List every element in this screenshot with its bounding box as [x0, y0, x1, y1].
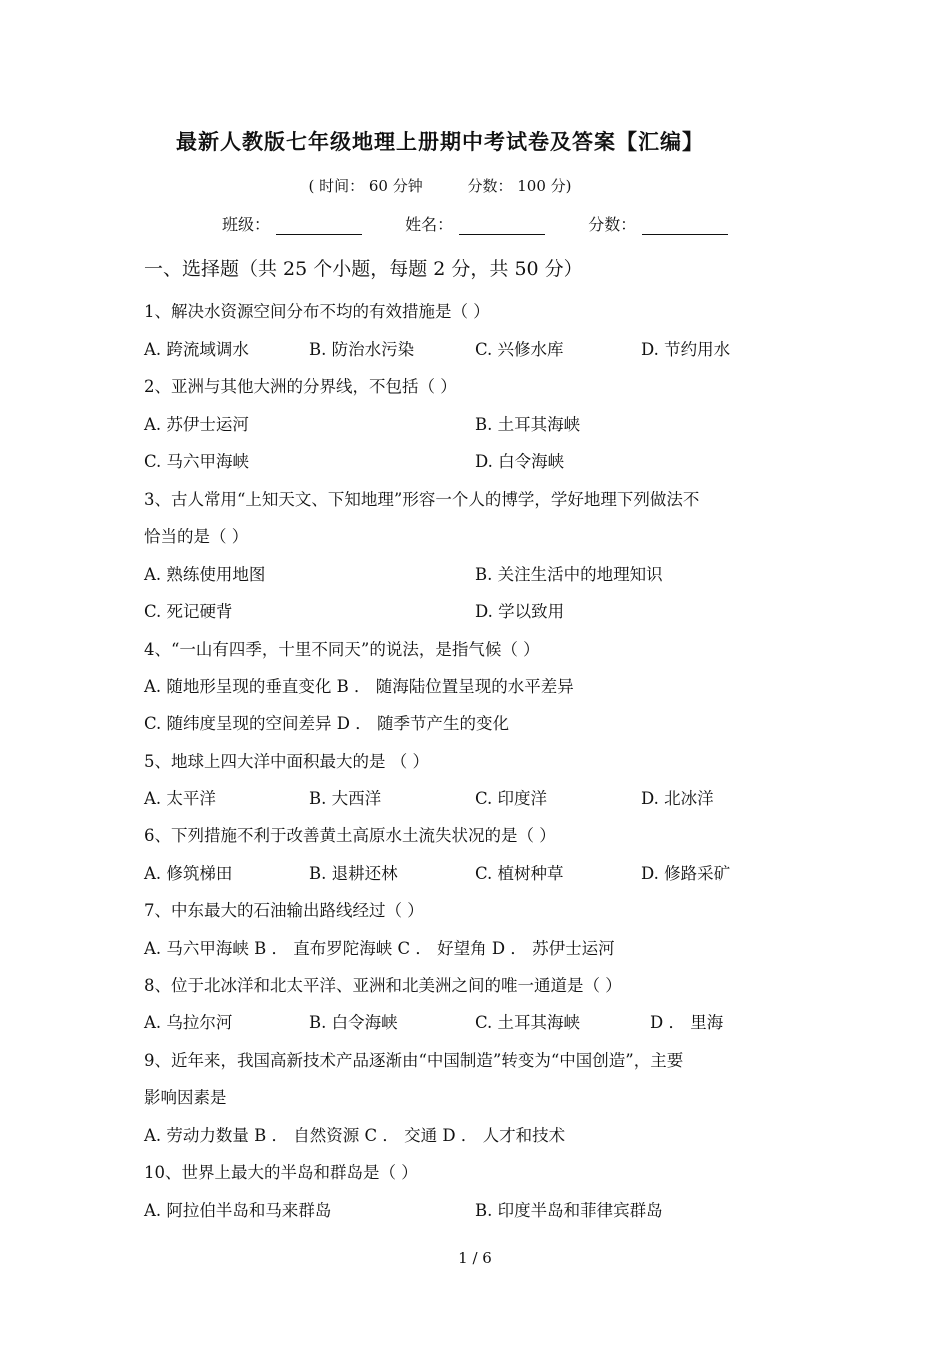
question-stem: 7、中东最大的石油输出路线经过（ ）	[144, 901, 424, 920]
class-label: 班级：	[222, 215, 271, 234]
exam-meta	[0, 175, 880, 196]
option-a: A. 熟练使用地图	[144, 565, 266, 584]
option-row: C. 随纬度呈现的空间差异 D ． 随季节产生的变化	[144, 714, 509, 733]
option-b: B. 白令海峡	[309, 1013, 398, 1032]
score-label: 分数：	[588, 215, 637, 234]
question-stem: 10、世界上最大的半岛和群岛是（ ）	[144, 1163, 418, 1182]
question-stem: 3、古人常用“上知天文、下知地理”形容一个人的博学，学好地理下列做法不	[144, 490, 700, 509]
option-a: A. 阿拉伯半岛和马来群岛	[144, 1201, 332, 1220]
option-c: C. 死记硬背	[144, 602, 233, 621]
option-row: A. 马六甲海峡 B ． 直布罗陀海峡 C ． 好望角 D ． 苏伊士运河	[144, 939, 615, 958]
document-title: 最新人教版七年级地理上册期中考试卷及答案【汇编】	[176, 129, 704, 154]
option-c: C. 马六甲海峡	[144, 452, 250, 471]
option-row: A. 劳动力数量 B ． 自然资源 C ． 交通 D ． 人才和技术	[144, 1126, 566, 1145]
option-a: A. 跨流域调水	[144, 340, 249, 359]
exam-time: ( 时间： 60 分钟	[308, 177, 423, 195]
option-d: D. 修路采矿	[641, 864, 731, 883]
option-b: B. 印度半岛和菲律宾群岛	[475, 1201, 663, 1220]
class-field[interactable]	[222, 212, 362, 235]
option-d: D. 学以致用	[475, 602, 565, 621]
option-a: A. 苏伊士运河	[144, 415, 249, 434]
option-c: C. 植树种草	[475, 864, 564, 883]
option-d: D. 节约用水	[641, 340, 731, 359]
option-d: D. 北冰洋	[641, 789, 714, 808]
page-number: 1 / 6	[458, 1249, 492, 1267]
question-stem-continued: 恰当的是（ ）	[144, 527, 249, 546]
option-b: B. 防治水污染	[309, 340, 415, 359]
question-stem: 6、下列措施不利于改善黄土高原水土流失状况的是（ ）	[144, 826, 556, 845]
option-a: A. 修筑梯田	[144, 864, 233, 883]
section-heading: 一、选择题（共 25 个小题，每题 2 分，共 50 分）	[144, 258, 583, 280]
option-row: A. 随地形呈现的垂直变化 B ． 随海陆位置呈现的水平差异	[144, 677, 574, 696]
question-stem-continued: 影响因素是	[144, 1088, 227, 1107]
student-info-fields	[222, 212, 766, 235]
question-stem: 9、近年来，我国高新技术产品逐渐由“中国制造”转变为“中国创造”，主要	[144, 1051, 684, 1070]
option-d: D ． 里海	[650, 1013, 724, 1032]
option-a: A. 乌拉尔河	[144, 1013, 233, 1032]
option-c: C. 兴修水库	[475, 340, 564, 359]
option-c: C. 土耳其海峡	[475, 1013, 581, 1032]
score-field[interactable]	[588, 212, 728, 235]
question-stem: 5、地球上四大洋中面积最大的是 （ ）	[144, 752, 429, 771]
option-b: B. 土耳其海峡	[475, 415, 581, 434]
name-field[interactable]	[405, 212, 545, 235]
class-blank[interactable]	[276, 220, 362, 235]
option-d: D. 白令海峡	[475, 452, 565, 471]
question-stem: 8、位于北冰洋和北太平洋、亚洲和北美洲之间的唯一通道是（ ）	[144, 976, 622, 995]
option-b: B. 关注生活中的地理知识	[475, 565, 663, 584]
question-stem: 2、亚洲与其他大洲的分界线，不包括（ ）	[144, 377, 457, 396]
question-stem: 1、解决水资源空间分布不均的有效措施是（ ）	[144, 302, 490, 321]
name-label: 姓名：	[405, 215, 454, 234]
name-blank[interactable]	[459, 220, 545, 235]
option-c: C. 印度洋	[475, 789, 548, 808]
score-blank[interactable]	[642, 220, 728, 235]
option-a: A. 太平洋	[144, 789, 216, 808]
question-stem: 4、“一山有四季，十里不同天”的说法，是指气候（ ）	[144, 640, 540, 659]
option-b: B. 退耕还林	[309, 864, 398, 883]
option-b: B. 大西洋	[309, 789, 382, 808]
exam-total-score: 分数： 100 分)	[467, 177, 572, 195]
